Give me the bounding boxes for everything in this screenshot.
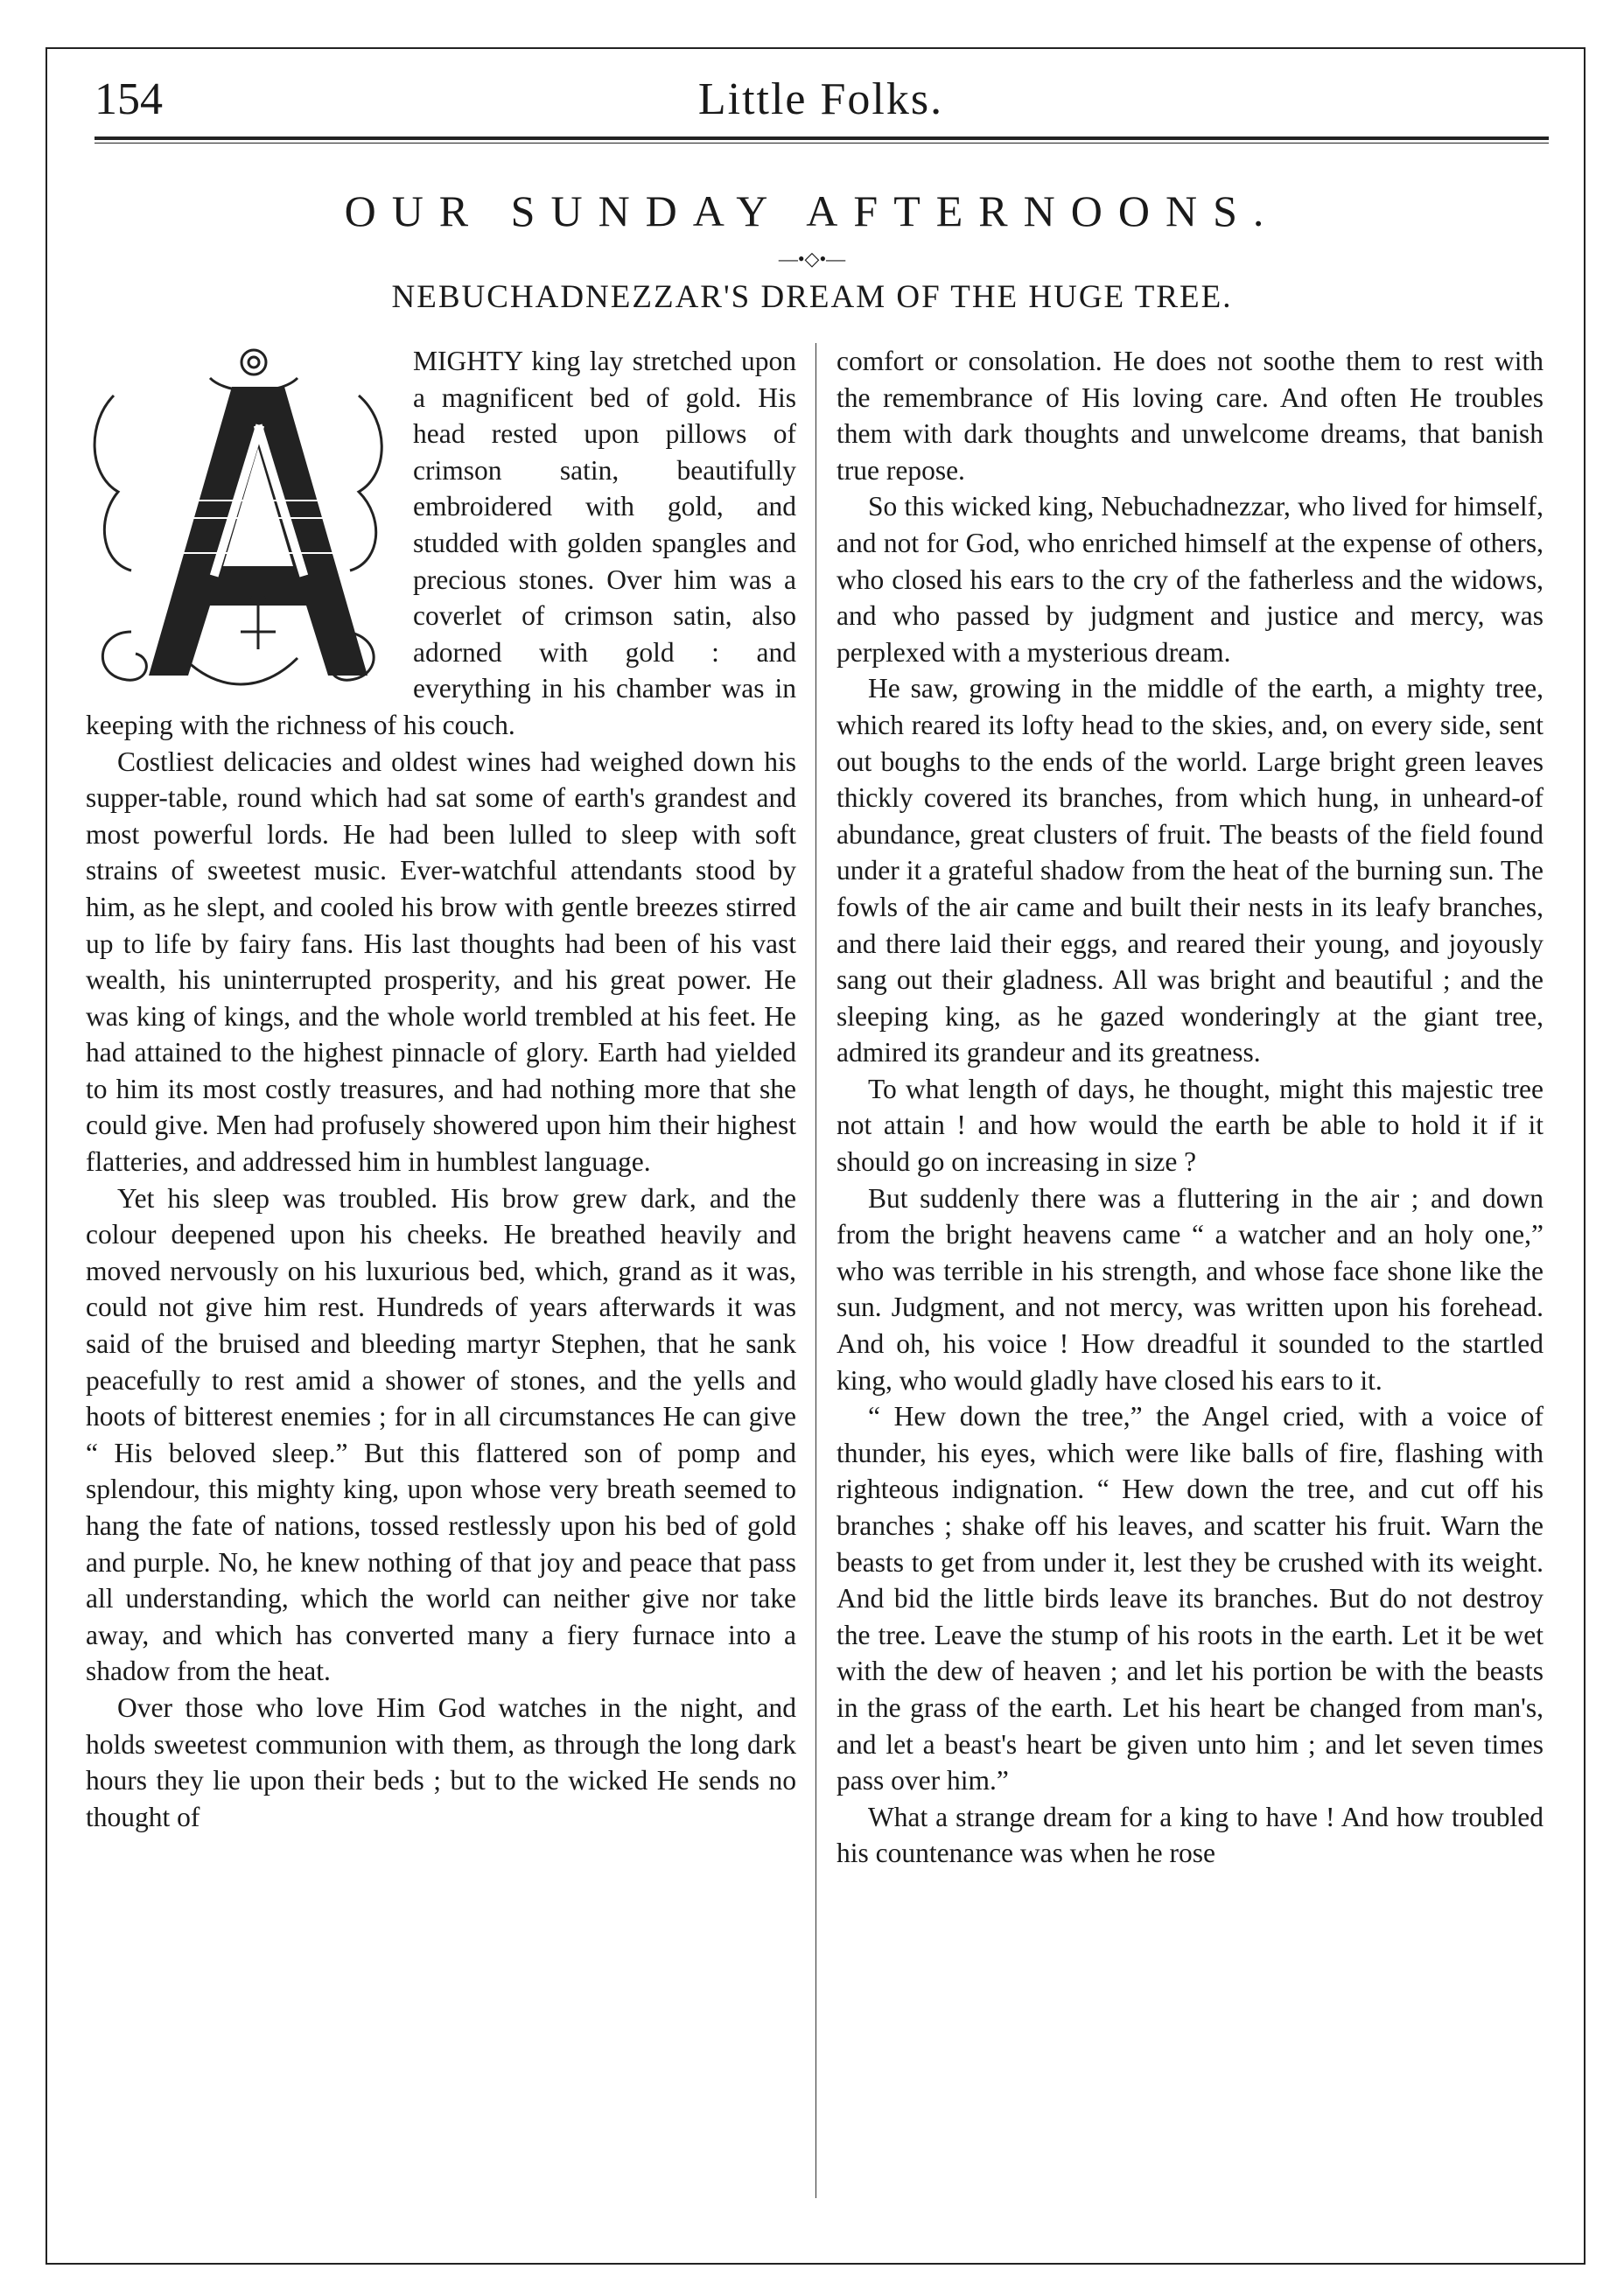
ornamental-letter-a-icon bbox=[79, 343, 404, 700]
left-column bbox=[86, 343, 796, 1835]
header-rule-thin bbox=[94, 143, 1549, 144]
paragraph: “ Hew down the tree,” the Angel cried, with a voice of thunder, his eyes, which were like balls of fire, flashing with righteous indignation. “ Hew down the tree, and cut off his branches ; shake off his leaves, and scatter his fruit. Warn the beasts to get from under it, lest they be crushed with its weight. And bid the little birds leave its branches. But do not destroy the tree. Leave the stump of his roots in the earth. Let it be wet with the dew of heaven ; and let his portion be with the beasts in the grass of the earth. Let his heart be changed from man's, and let a beast's heart be given unto him ; and let seven times pass over him.” bbox=[836, 1401, 1544, 1796]
section-title: OUR SUNDAY AFTERNOONS. bbox=[344, 186, 1280, 235]
magazine-title: Little Folks. bbox=[697, 74, 944, 124]
paragraph: Over those who love Him God watches in the night, and holds sweetest communion with them, as through the long dark hours they lie upon their beds ; but to the wicked He sends no thought of bbox=[86, 1691, 796, 1832]
paragraph: So this wicked king, Nebuchadnezzar, who lived for himself, and not for God, who enriched himself at the expense of others, who closed his ears to the cry of the fatherless and the widows, and who passed by judgment and justice and mercy, was perplexed with a mysterious dream. bbox=[836, 491, 1544, 668]
page-number: 154 bbox=[94, 74, 163, 124]
header-rule bbox=[94, 137, 1549, 140]
paragraph: Costliest delicacies and oldest wines had weighed down his supper-table, round which had sat some of earth's grandest and most powerful lords. He had been lulled to sleep with soft strains of sweetest music. Ever-watchful attendants stood by him, as he slept, and cooled his brow with gentle breezes stirred up to life by fairy fans. His last thoughts had been of his vast wealth, his uninterrupted prosperity, and his great power. He was king of kings, and the whole world trembled at his feet. He had attained to the highest pinnacle of glory. Earth had yielded to him its most costly treasures, and had nothing more that she could give. Men had profusely showered upon him their highest flatteries, and addressed him in humblest language. bbox=[86, 746, 796, 1178]
decorative-drop-cap bbox=[79, 343, 404, 700]
running-header bbox=[94, 70, 1547, 142]
article-title: NEBUCHADNEZZAR'S DREAM OF THE HUGE TREE. bbox=[391, 279, 1233, 315]
paragraph: comfort or consolation. He does not soothe them to rest with the remembrance of His loving care. And often He troubles them with dark thoughts and unwelcome dreams, that banish true repose. bbox=[836, 346, 1544, 486]
paragraph: Yet his sleep was troubled. His brow grew dark, and the colour deepened upon his cheeks. He breathed heavily and moved nervously on his luxurious bed, which, grand as it was, could not give him rest. Hundreds of years afterwards it was said of the bruised and bleeding martyr Stephen, that he sank peacefully to rest amid a shower of stones, and the yells and hoots of bitterest enemies ; for in all circumstances He can give “ His beloved sleep.” But this flattered son of pomp and splendour, this mighty king, upon whose very breath seemed to hang the fate of nations, tossed restlessly upon his bed of gold and purple. No, he knew nothing of that joy and peace that pass all understanding, which the world can neither give nor take away, and which has converted many a fiery furnace into a shadow from the heat. bbox=[86, 1182, 796, 1687]
paragraph: But suddenly there was a fluttering in the air ; and down from the bright heavens came “ a watcher and an holy one,” who was terrible in his strength, and whose face shone like the sun. Judgment, and not mercy, was written upon his forehead. And oh, his voice ! How dreadful it sounded to the startled king, who would gladly have closed his ears to it. bbox=[836, 1182, 1544, 1396]
paragraph: What a strange dream for a king to have ! And how troubled his countenance was when he rose bbox=[836, 1801, 1544, 1869]
paragraph: He saw, growing in the middle of the earth, a mighty tree, which reared its lofty head to the skies, and, on every side, sent out boughs to the ends of the world. Large bright green leaves thickly covered its branches, from which hung, in unheard-of abundance, great clusters of fruit. The beasts of the field found under it a grateful shadow from the heat of the burning sun. The fowls of the air came and built their nests in its leafy branches, and there laid their eggs, and reared their young, and joyously sang out their gladness. All was bright and beautiful ; and the sleeping king, as he gazed wonderingly at the giant tree, admired its grandeur and its greatness. bbox=[836, 673, 1544, 1068]
paragraph: To what length of days, he thought, might this majestic tree not attain ! and how would the earth be able to hold it if it should go on increasing in size ? bbox=[836, 1073, 1544, 1178]
paragraph: MIGHTY king lay stretched upon a magnificent bed of gold. His head rested upon pillows of crimson satin, beautifully embroidered with gold, and studded with golden spangles and precious stones. Over him was a coverlet of crimson satin, also adorned with gold : and everything in his chamber was in keeping with the richness of his couch. bbox=[86, 346, 796, 740]
right-column bbox=[836, 343, 1544, 1872]
title-ornament: —•◇•— bbox=[778, 248, 846, 270]
